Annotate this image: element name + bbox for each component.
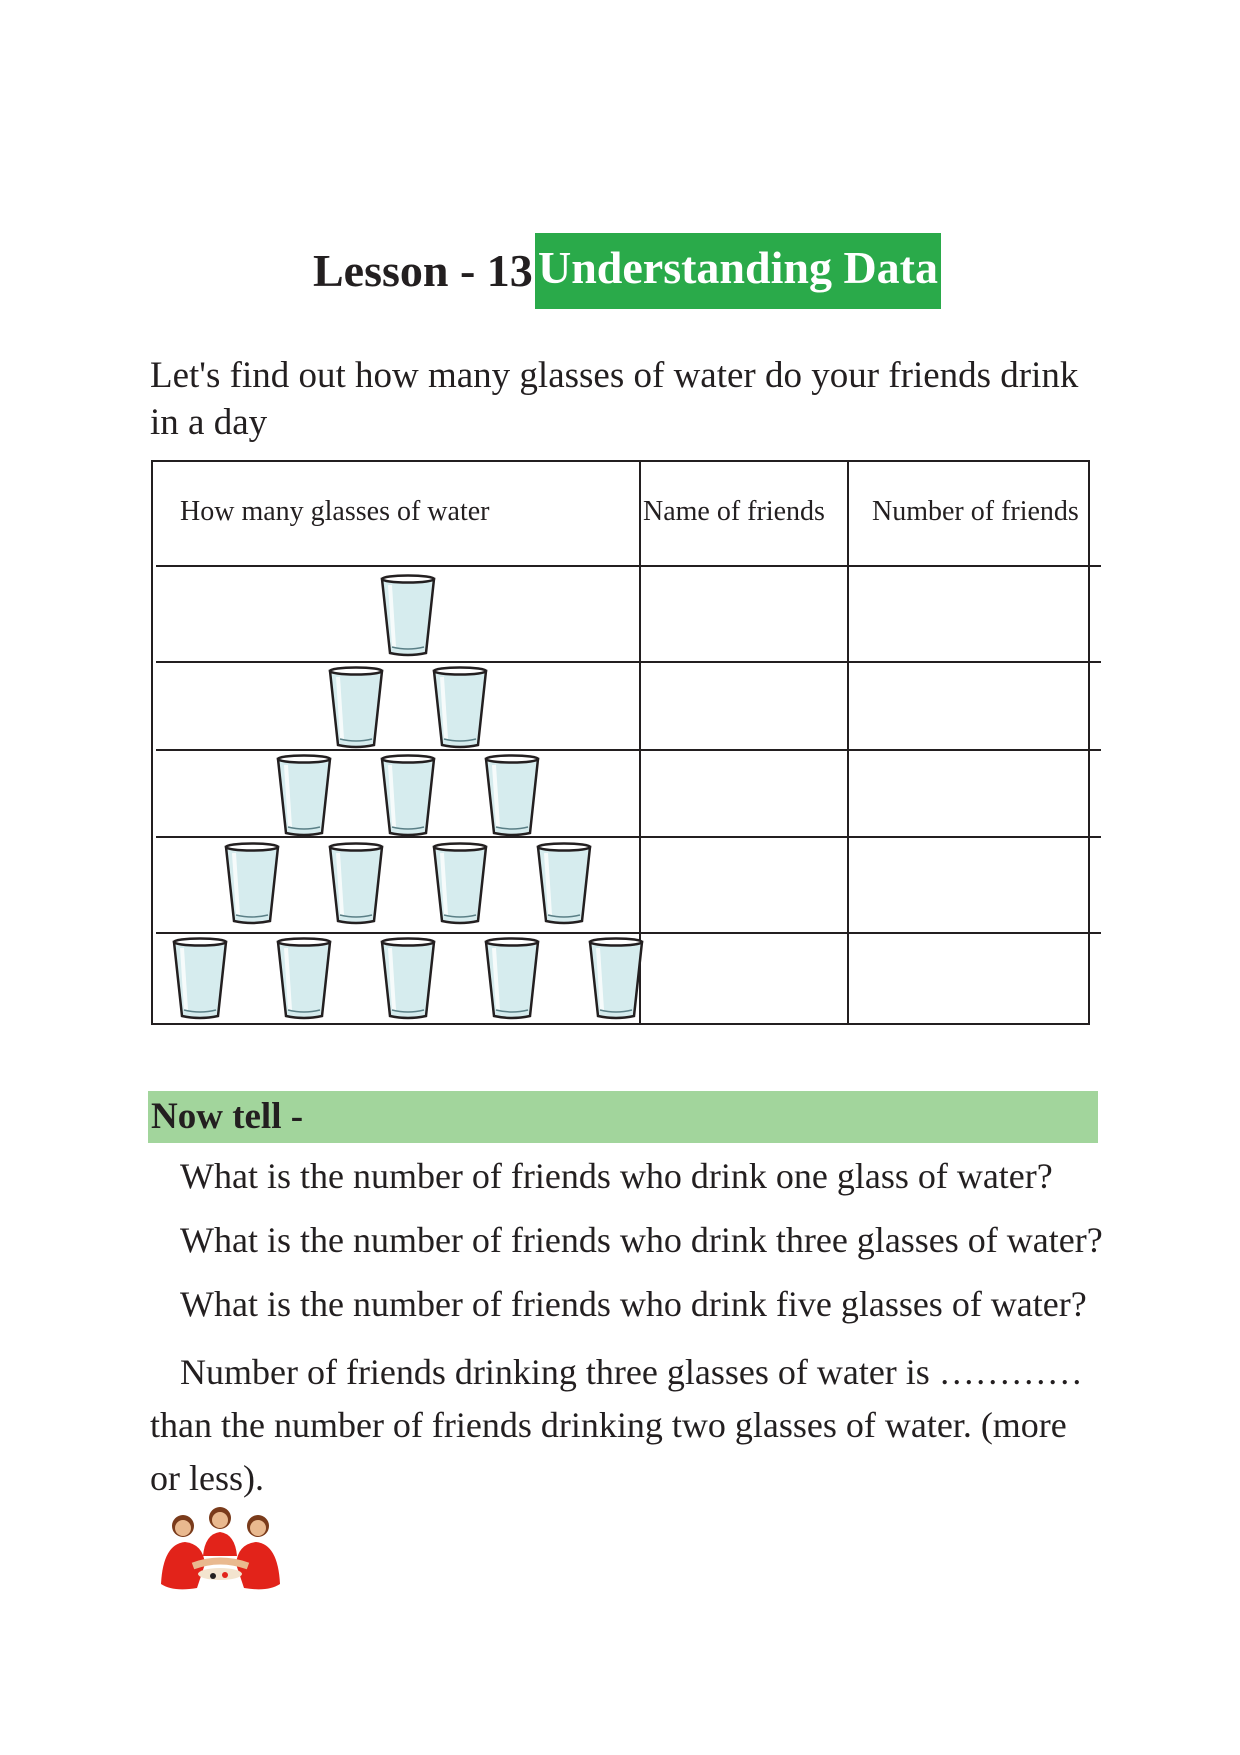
question-five-glasses: What is the number of friends who drink five glasses of water? xyxy=(180,1284,1087,1324)
drinking-glass-icon xyxy=(222,841,282,925)
drinking-glass-icon xyxy=(430,841,490,925)
children-playing-icon xyxy=(153,1504,288,1594)
lesson-title-row xyxy=(0,233,1240,309)
column-divider xyxy=(847,460,849,1025)
question-three-glasses: What is the number of friends who drink three glasses of water? xyxy=(180,1220,1103,1260)
lesson-number: Lesson - 13 xyxy=(313,245,533,296)
drinking-glass-icon xyxy=(378,753,438,837)
now-tell-heading: Now tell - xyxy=(148,1091,1098,1143)
drinking-glass-icon xyxy=(170,936,230,1020)
row-divider xyxy=(156,749,1101,751)
lesson-title: Understanding Data xyxy=(535,233,941,309)
drinking-glass-icon xyxy=(534,841,594,925)
row-divider xyxy=(156,932,1101,934)
drinking-glass-icon xyxy=(482,753,542,837)
drinking-glass-icon xyxy=(274,936,334,1020)
drinking-glass-icon xyxy=(378,573,438,657)
drinking-glass-icon xyxy=(378,936,438,1020)
drinking-glass-icon xyxy=(482,936,542,1020)
header-glasses: How many glasses of water xyxy=(180,496,490,527)
drinking-glass-icon xyxy=(326,665,386,749)
header-names: Name of friends xyxy=(643,496,825,527)
question-one-glass: What is the number of friends who drink one glass of water? xyxy=(180,1156,1053,1196)
row-divider xyxy=(156,565,1101,567)
fill-in-blank-question: Number of friends drinking three glasses of water is ………… than the number of friends drinking two glasses of water. (more or less). xyxy=(150,1352,1083,1498)
drinking-glass-icon xyxy=(274,753,334,837)
water-data-table xyxy=(151,460,1090,1025)
drinking-glass-icon xyxy=(586,936,646,1020)
drinking-glass-icon xyxy=(326,841,386,925)
drinking-glass-icon xyxy=(430,665,490,749)
intro-text: Let's find out how many glasses of water do your friends drink in a day xyxy=(150,355,1079,443)
header-count: Number of friends xyxy=(872,496,1079,527)
row-divider xyxy=(156,661,1101,663)
